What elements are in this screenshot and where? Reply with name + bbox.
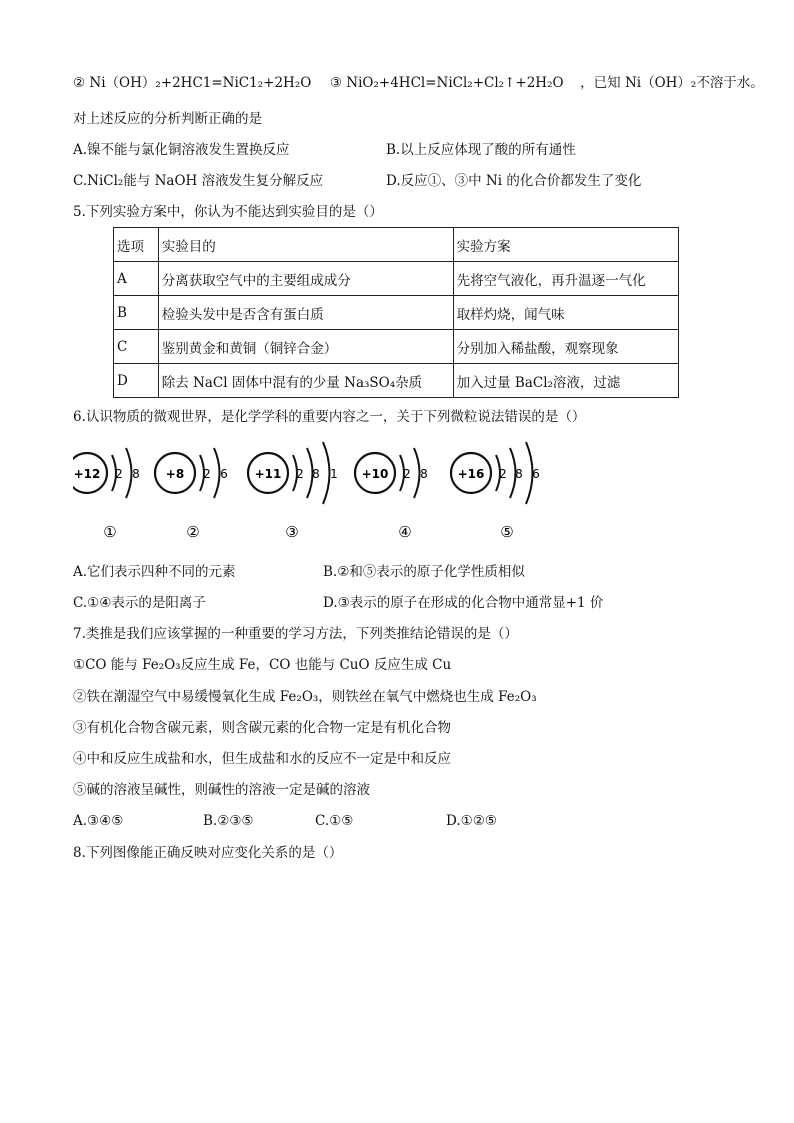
q4-stem: 对上述反应的分析判断正确的是 — [73, 111, 262, 127]
shell-electrons: 8 — [515, 467, 523, 481]
q7-statement-1: ①CO 能与 Fe₂O₃反应生成 Fe，CO 也能与 CuO 反应生成 Cu — [73, 657, 452, 673]
shell-electrons: 8 — [312, 467, 320, 481]
table-header-row — [114, 228, 679, 262]
particle-2 — [155, 448, 228, 541]
shell-electrons: 1 — [330, 467, 338, 481]
q7-statement-4: ④中和反应生成盐和水，但生成盐和水的反应不一定是中和反应 — [73, 751, 451, 767]
q6-option-a: A.它们表示四种不同的元素 — [73, 564, 236, 580]
header-purpose: 实验目的 — [158, 228, 453, 262]
row-purpose: 分离获取空气中的主要组成成分 — [158, 262, 453, 296]
particle-label: ⑤ — [500, 523, 514, 541]
row-purpose: 除去 NaCl 固体中混有的少量 Na₃SO₄杂质 — [158, 364, 453, 398]
shell-electrons: 6 — [532, 467, 540, 481]
row-option: A — [114, 262, 159, 296]
q4-option-c: C.NiCl₂能与 NaOH 溶液发生复分解反应 — [73, 173, 324, 189]
q7-option-d: D.①②⑤ — [446, 813, 497, 829]
particle-4 — [355, 448, 428, 541]
shell-electrons: 8 — [132, 467, 140, 481]
q8-stem: 8.下列图像能正确反映对应变化关系的是（） — [73, 845, 343, 861]
row-option: D — [114, 364, 159, 398]
shell-electrons: 6 — [220, 467, 228, 481]
reactions-line — [73, 74, 764, 92]
reaction-note: ，已知 Ni（OH）₂不溶于水。 — [580, 75, 764, 91]
q7-stem: 7.类推是我们应该掌握的一种重要的学习方法，下列类推结论错误的是（） — [73, 626, 518, 642]
table-row — [114, 262, 679, 296]
q7-statement-5: ⑤碱的溶液呈碱性，则碱性的溶液一定是碱的溶液 — [73, 782, 370, 798]
atom-structure-diagrams — [73, 438, 543, 548]
q6-stem: 6.认识物质的微观世界，是化学学科的重要内容之一，关于下列微粒说法错误的是（） — [73, 409, 586, 425]
shell-electrons: 2 — [403, 467, 411, 481]
q7-option-b: B.②③⑤ — [203, 813, 254, 829]
nucleus-charge: +16 — [457, 467, 485, 481]
row-plan: 加入过量 BaCl₂溶液，过滤 — [453, 364, 678, 398]
particle-label: ① — [103, 523, 117, 541]
q7-statement-3: ③有机化合物含碳元素，则含碳元素的化合物一定是有机化合物 — [73, 720, 451, 736]
row-plan: 先将空气液化，再升温逐一气化 — [453, 262, 678, 296]
q4-option-d: D.反应①、③中 Ni 的化合价都发生了变化 — [386, 173, 642, 189]
q4-option-a: A.镍不能与氯化铜溶液发生置换反应 — [73, 142, 290, 158]
shell-electrons: 8 — [420, 467, 428, 481]
q7-option-a: A.③④⑤ — [73, 813, 124, 829]
table-row — [114, 364, 679, 398]
row-purpose: 鉴别黄金和黄铜（铜锌合金） — [158, 330, 453, 364]
particle-label: ④ — [398, 523, 412, 541]
particle-label: ② — [186, 523, 200, 541]
particle-label: ③ — [285, 523, 299, 541]
experiment-table — [113, 227, 679, 398]
q6-option-b: B.②和⑤表示的原子化学性质相似 — [323, 564, 525, 580]
nucleus-charge: +12 — [73, 467, 101, 481]
q7-option-c: C.①⑤ — [315, 813, 354, 829]
reaction-2: ② Ni（OH）₂+2HC1=NiC1₂+2H₂O — [73, 75, 312, 91]
particle-3 — [248, 442, 338, 541]
table-row — [114, 330, 679, 364]
table-row — [114, 296, 679, 330]
row-plan: 取样灼烧，闻气味 — [453, 296, 678, 330]
reaction-3: ③ NiO₂+4HCl=NiCl₂+Cl₂↑+2H₂O — [329, 75, 564, 91]
nucleus-charge: +10 — [361, 467, 389, 481]
shell-electrons: 2 — [203, 467, 211, 481]
q6-option-d: D.③表示的原子在形成的化合物中通常显+1 价 — [323, 595, 604, 611]
particle-1 — [73, 448, 140, 541]
header-plan: 实验方案 — [453, 228, 678, 262]
particle-5 — [451, 442, 540, 541]
nucleus-charge: +11 — [254, 467, 282, 481]
q6-option-c: C.①④表示的是阳离子 — [73, 595, 206, 611]
row-plan: 分别加入稀盐酸，观察现象 — [453, 330, 678, 364]
row-purpose: 检验头发中是否含有蛋白质 — [158, 296, 453, 330]
q5-stem: 5.下列实验方案中，你认为不能达到实验目的是（） — [73, 204, 383, 220]
shell-electrons: 2 — [296, 467, 304, 481]
row-option: C — [114, 330, 159, 364]
shell-electrons: 2 — [499, 467, 507, 481]
shell-electrons: 2 — [115, 467, 123, 481]
q7-statement-2: ②铁在潮湿空气中易缓慢氧化生成 Fe₂O₃，则铁丝在氧气中燃烧也生成 Fe₂O₃ — [73, 689, 537, 705]
header-option: 选项 — [114, 228, 159, 262]
row-option: B — [114, 296, 159, 330]
nucleus-charge: +8 — [165, 467, 185, 481]
q4-option-b: B.以上反应体现了酸的所有通性 — [386, 142, 576, 158]
